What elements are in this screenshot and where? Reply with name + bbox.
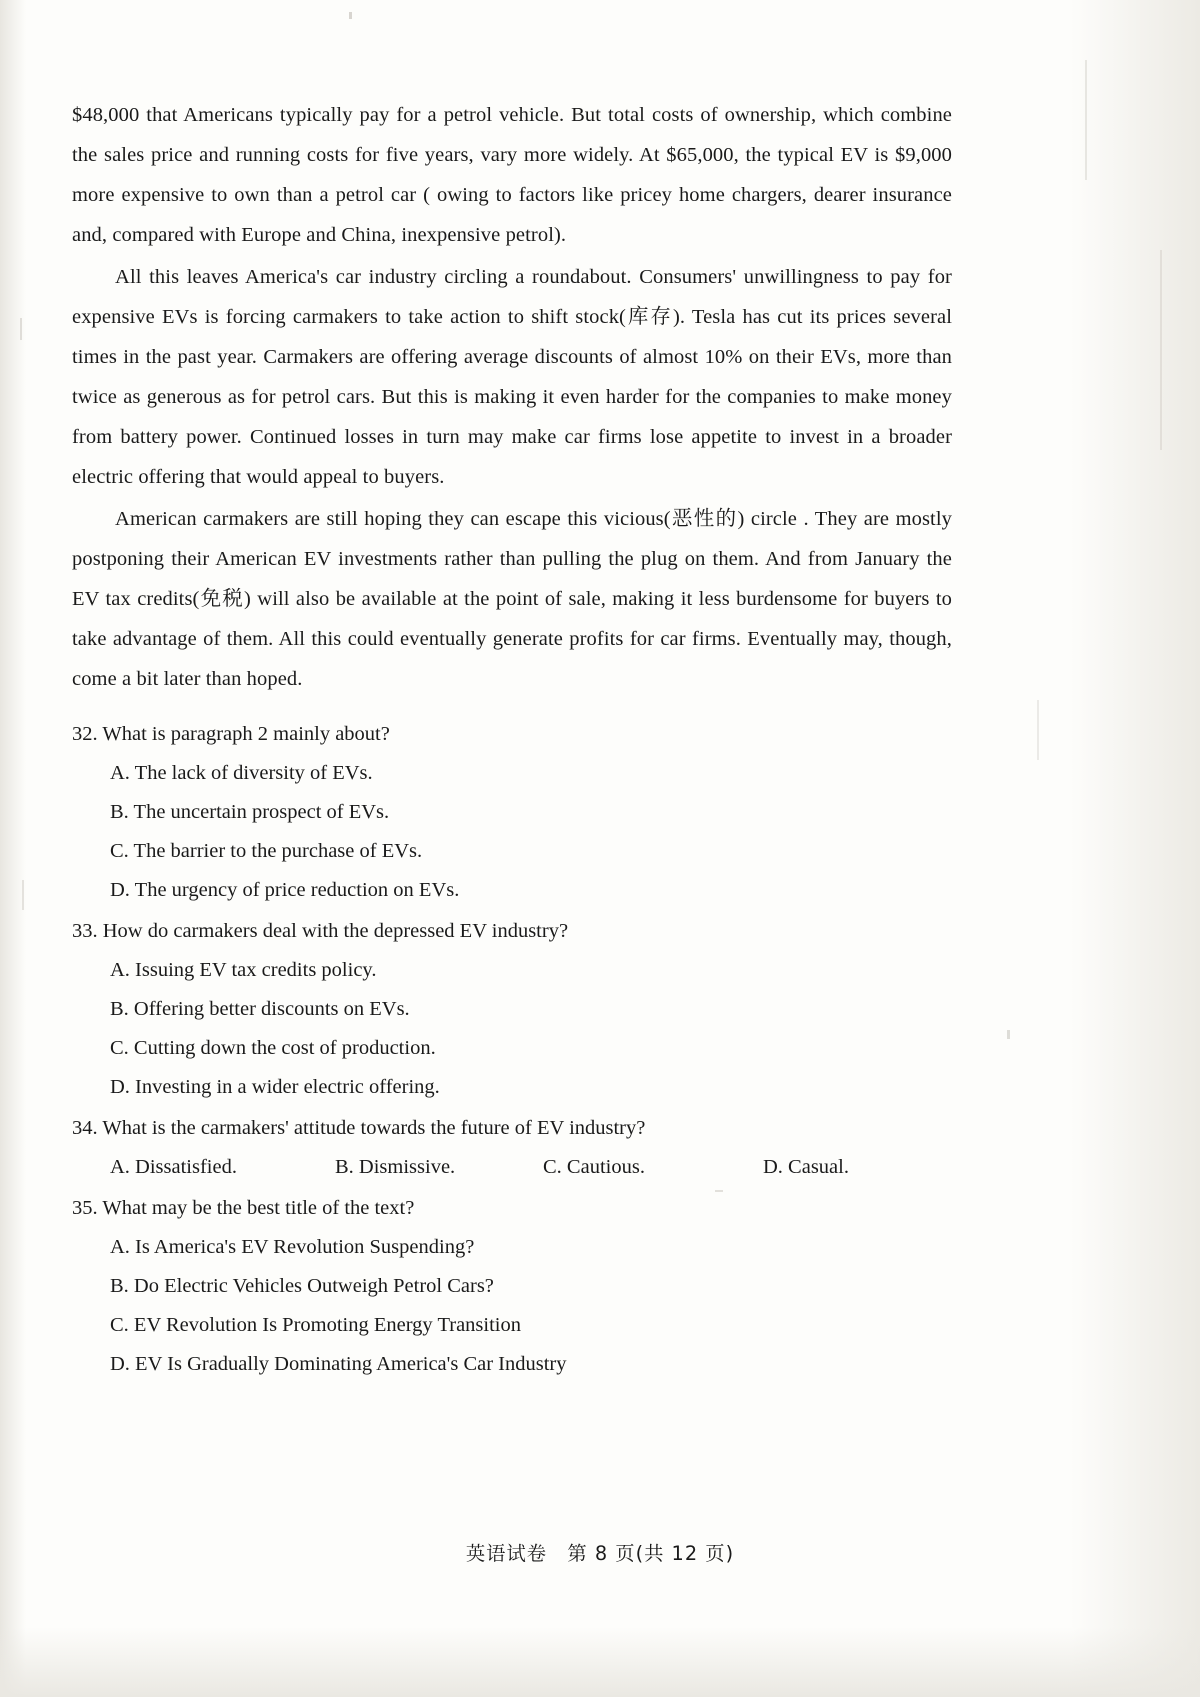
scan-speck bbox=[22, 880, 24, 910]
option-a[interactable]: A. Dissatisfied. bbox=[110, 1156, 237, 1178]
option-list bbox=[72, 951, 952, 1107]
option-c[interactable]: C. EV Revolution Is Promoting Energy Transition bbox=[110, 1314, 521, 1336]
question-stem: 34. What is the carmakers' attitude towards the future of EV industry? bbox=[72, 1117, 646, 1139]
page-content bbox=[72, 95, 952, 1386]
option-a[interactable]: A. The lack of diversity of EVs. bbox=[110, 762, 373, 784]
question-list bbox=[72, 715, 952, 1384]
question-35 bbox=[72, 1189, 952, 1384]
option-d[interactable]: D. Investing in a wider electric offering. bbox=[110, 1076, 440, 1098]
option-b[interactable]: B. Do Electric Vehicles Outweigh Petrol Cars? bbox=[110, 1275, 494, 1297]
scan-speck bbox=[349, 12, 352, 19]
option-a[interactable]: A. Issuing EV tax credits policy. bbox=[110, 959, 377, 981]
option-b[interactable]: B. Dismissive. bbox=[335, 1156, 456, 1178]
question-stem: 32. What is paragraph 2 mainly about? bbox=[72, 723, 390, 745]
option-c[interactable]: C. The barrier to the purchase of EVs. bbox=[110, 840, 423, 862]
body-paragraph-3: American carmakers are still hoping they can escape this vicious(恶性的) circle . They are mostly postponing their American EV investments rather than pulling the plug on them. And from January the EV tax credits(免税) will also be available at the point of sale, making it less burdensome for buyers to take advantage of them. All this could eventually generate profits for car firms. Eventually may, though, come a bit later than hoped. bbox=[72, 508, 952, 690]
page-left-shading bbox=[0, 0, 26, 1697]
option-a[interactable]: A. Is America's EV Revolution Suspending? bbox=[110, 1236, 475, 1258]
body-paragraph-1: $48,000 that Americans typically pay for a petrol vehicle. But total costs of ownership, which combine the sales price and running costs for five years, vary more widely. At $65,000, the typical EV is $9,000 more expensive to own than a petrol car ( owing to factors like pricey home chargers, dearer insurance and, compared with Europe and China, inexpensive petrol). bbox=[72, 104, 952, 246]
page-bottom-shading bbox=[0, 1627, 1200, 1697]
page-footer bbox=[0, 1538, 1200, 1566]
scan-speck bbox=[1085, 60, 1087, 180]
option-d[interactable]: D. The urgency of price reduction on EVs. bbox=[110, 879, 460, 901]
scan-speck bbox=[20, 318, 22, 340]
option-d[interactable]: D. EV Is Gradually Dominating America's Car Industry bbox=[110, 1353, 567, 1375]
scan-speck bbox=[1037, 700, 1039, 760]
scan-speck bbox=[1160, 250, 1162, 450]
page-right-shading bbox=[1070, 0, 1200, 1697]
question-stem: 35. What may be the best title of the text? bbox=[72, 1197, 415, 1219]
option-c[interactable]: C. Cutting down the cost of production. bbox=[110, 1037, 436, 1059]
option-d[interactable]: D. Casual. bbox=[763, 1156, 849, 1178]
option-b[interactable]: B. The uncertain prospect of EVs. bbox=[110, 801, 390, 823]
question-stem: 33. How do carmakers deal with the depressed EV industry? bbox=[72, 920, 569, 942]
question-34 bbox=[72, 1109, 952, 1187]
question-33 bbox=[72, 912, 952, 1107]
option-list bbox=[72, 1148, 952, 1187]
option-list bbox=[72, 1228, 952, 1384]
footer-page-number: 第 8 页(共 12 页) bbox=[567, 1542, 735, 1565]
option-b[interactable]: B. Offering better discounts on EVs. bbox=[110, 998, 410, 1020]
option-list bbox=[72, 754, 952, 910]
question-32 bbox=[72, 715, 952, 910]
body-paragraph-2: All this leaves America's car industry circling a roundabout. Consumers' unwillingness to pay for expensive EVs is forcing carmakers to take action to shift stock(库存). Tesla has cut its prices several times in the past year. Carmakers are offering average discounts of almost 10% on their EVs, more than twice as generous as for petrol cars. But this is making it even harder for the companies to make money from battery power. Continued losses in turn may make car firms lose appetite to invest in a broader electric offering that would appeal to buyers. bbox=[72, 266, 952, 488]
option-c[interactable]: C. Cautious. bbox=[543, 1156, 645, 1178]
footer-paper-label: 英语试卷 bbox=[465, 1542, 548, 1565]
scan-speck bbox=[1007, 1030, 1010, 1039]
